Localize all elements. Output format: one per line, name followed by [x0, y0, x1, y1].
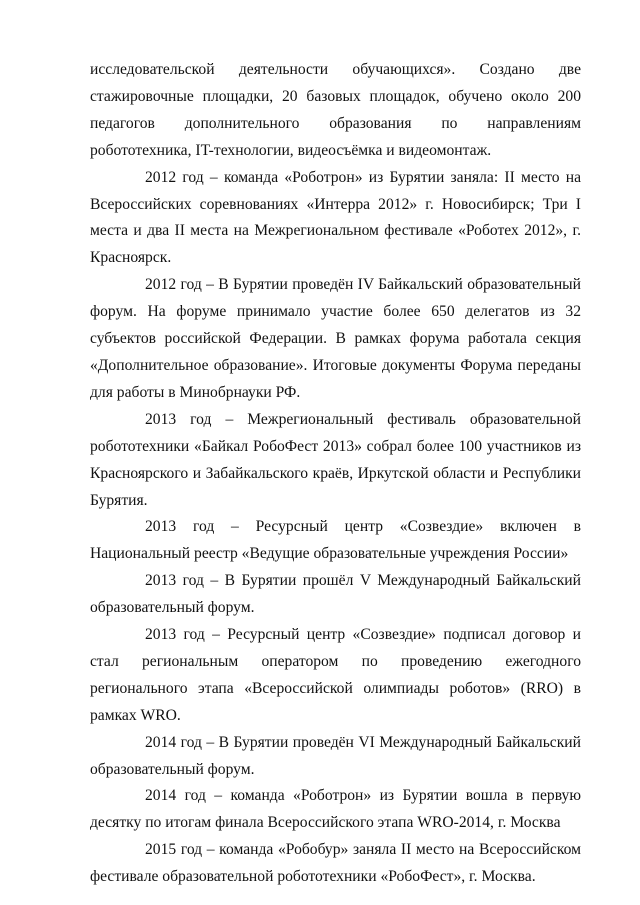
paragraph-2013-registry: 2013 год – Ресурсный центр «Созвездие» включен в Национальный реестр «Ведущие образовательные учреждения России» — [90, 518, 581, 563]
paragraph-2013-rro: 2013 год – Ресурсный центр «Созвездие» подписал договор и стал региональным оператором по проведению ежегодного регионального этапа «Всероссийской олимпиады роботов» (RRO) в рамках WRO. — [90, 626, 581, 724]
paragraph-2015-robobur: 2015 год – команда «Робобур» заняла II место на Всероссийском фестивале образовательной робототехники «РобоФест», г. Москва. — [90, 841, 581, 886]
document-page — [90, 57, 581, 891]
paragraph-2012-forum: 2012 год – В Бурятии проведён IV Байкальский образовательный форум. На форуме принимало участие более 650 делегатов из 32 субъектов российской Федерации. В рамках форума работала секция «Дополнительное образование». Итоговые документы Форума переданы для работы в Минобрнауки РФ. — [90, 276, 581, 401]
paragraph-2014-wro: 2014 год – команда «Роботрон» из Бурятии вошла в первую десятку по итогам финала Всероссийского этапа WRO-2014, г. Москва — [90, 787, 581, 832]
paragraph-2014-forum: 2014 год – В Бурятии проведён VI Международный Байкальский образовательный форум. — [90, 733, 581, 778]
paragraph-2013-robofest: 2013 год – Межрегиональный фестиваль образовательной робототехники «Байкал РобоФест 2013» собрал более 100 участников из Красноярского и Забайкальского краёв, Иркутской области и Республики Бурятия. — [90, 410, 581, 509]
paragraph-continuation: исследовательской деятельности обучающихся». Создано две стажировочные площадки, 20 базовых площадок, обучено около 200 педагогов дополнительного образования по направлениям робототехника, IT-технологии, видеосъёмка и видеомонтаж. — [90, 61, 581, 159]
paragraph-2013-forum: 2013 год – В Бурятии прошёл V Международный Байкальский образовательный форум. — [90, 572, 581, 617]
paragraph-2012-robotron: 2012 год – команда «Роботрон» из Бурятии заняла: II место на Всероссийских соревнованиях «Интерра 2012» г. Новосибирск; Три I места и два II места на Межрегиональном фестивале «Роботех 2012», г. Красноярск. — [90, 168, 581, 267]
